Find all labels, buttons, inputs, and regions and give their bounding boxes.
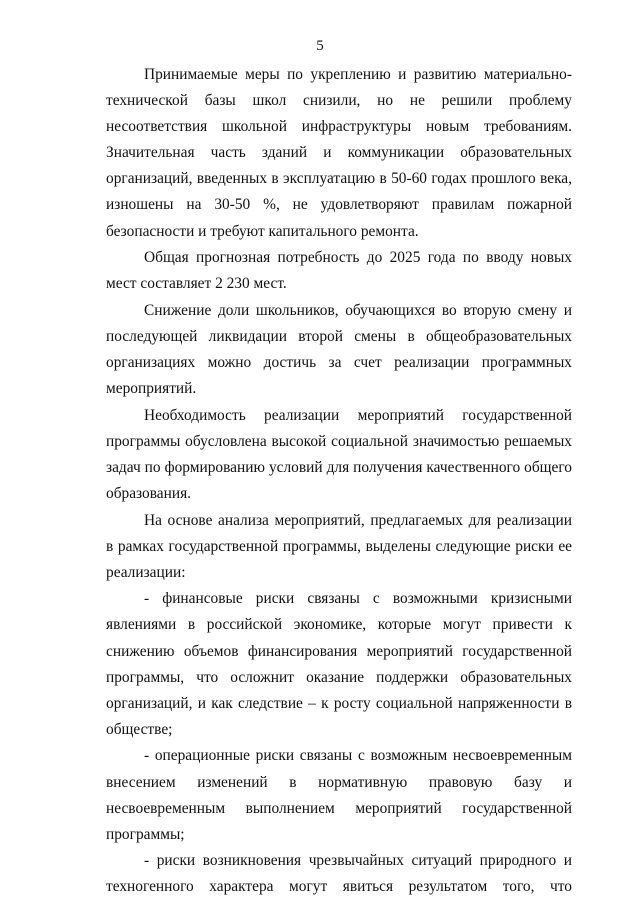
- paragraph-operational-risks: - операционные риски связаны с возможным несвоевременным внесением изменений в нормативную правовую базу и несвоевременным выполнением мероприятий государственной программы;: [106, 747, 572, 843]
- paragraph-risks-intro: На основе анализа мероприятий, предлагаемых для реализации в рамках государственной программы, выделены следующие риски ее реализации:: [106, 511, 572, 581]
- document-body: [106, 62, 572, 901]
- paragraph-forecast-demand: Общая прогнозная потребность до 2025 года по вводу новых мест составляет 2 230 мест.: [106, 249, 572, 293]
- page-number: 5: [316, 38, 324, 54]
- paragraph-second-shift: Снижение доли школьников, обучающихся во вторую смену и последующей ликвидации второй смены в общеобразовательных организациях можно достичь за счет реализации программных мероприятий.: [106, 301, 572, 398]
- paragraph-emergency-risks: - риски возникновения чрезвычайных ситуаций природного и техногенного характера могут явиться результатом того, что: [106, 852, 572, 896]
- paragraph-necessity: Необходимость реализации мероприятий государственной программы обусловлена высокой социальной значимостью решаемых задач по формированию условий для получения качественного общего образования.: [106, 406, 572, 502]
- paragraph-infrastructure: Принимаемые меры по укреплению и развитию материально-технической базы школ снизили, но не решили проблему несоответствия школьной инфраструктуры новым требованиям. Значительная часть зданий и коммуникации образовательных организаций, введенных в эксплуатацию в 50-60 годах прошлого века, изношены на 30-50 %, не удовлетворяют правилам пожарной безопасности и требуют капитального ремонта.: [106, 66, 572, 240]
- paragraph-financial-risks: - финансовые риски связаны с возможными кризисными явлениями в российской экономике, которые могут привести к снижению объемов финансирования мероприятий государственной программы, что осложнит оказание поддержки образовательных организаций, и как следствие – к росту социальной напряженности в обществе;: [106, 590, 572, 738]
